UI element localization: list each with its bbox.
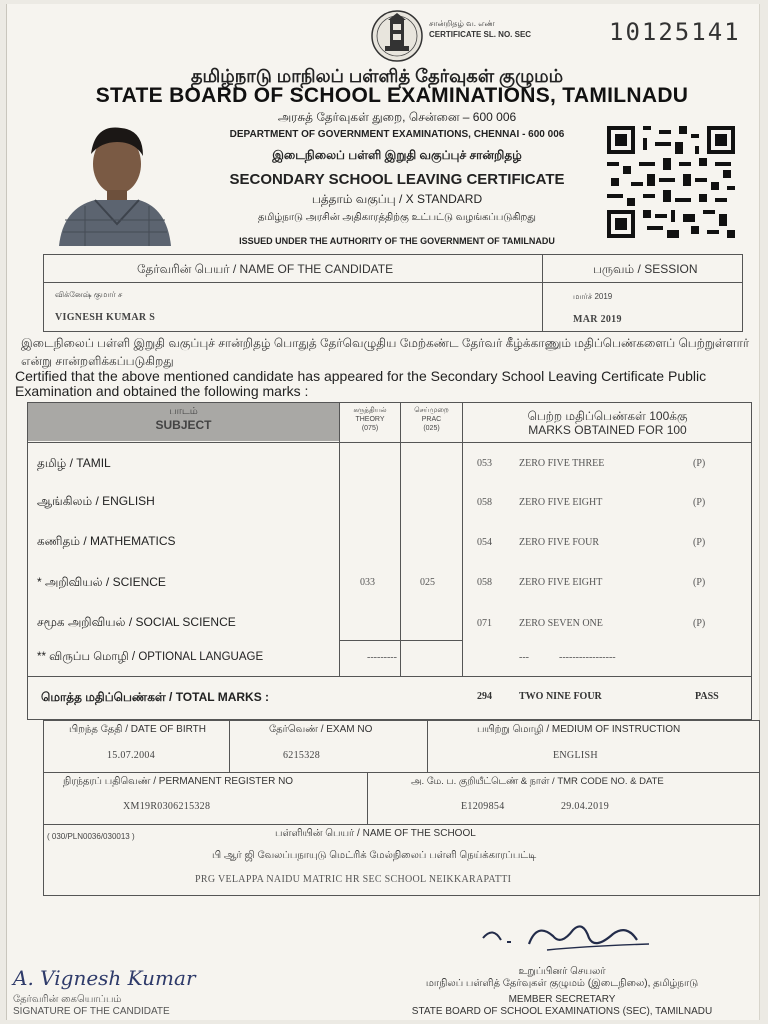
table-row: ** விருப்ப மொழி / OPTIONAL LANGUAGE (37, 651, 264, 663)
total-words: TWO NINE FOUR (519, 691, 602, 702)
department-tamil: அரசுத் தேர்வுகள் துறை, சென்னை – 600 006 (277, 110, 517, 124)
row-prac: 025 (420, 577, 435, 588)
register-no-value: XM19R0306215328 (123, 801, 211, 812)
certified-statement-tamil: இடைநிலைப் பள்ளி இறுதி வகுப்புச் சான்றிதழ் பொதுத் தேர்வெழுதிய மேற்கண்ட தேர்வர் கீழ்க்காணும் மதிப்பெண்களைப் பெற்றுள்ளார் என்று சான்றளிக்கப்படுகிறது (21, 336, 750, 368)
dob-label: பிறந்த தேதி / DATE OF BIRTH (69, 724, 206, 735)
certificate-title: SECONDARY SCHOOL LEAVING CERTIFICATE (229, 171, 565, 188)
candidate-name-label: தேர்வரின் பெயர் / NAME OF THE CANDIDATE (137, 262, 394, 276)
row-words: ZERO FIVE EIGHT (519, 577, 603, 588)
row-theory: --------- (367, 652, 397, 663)
school-name-label: பள்ளியின் பெயர் / NAME OF THE SCHOOL (275, 828, 476, 839)
tmr-date: 29.04.2019 (561, 801, 609, 812)
session-label: பருவம் / SESSION (593, 262, 698, 276)
member-secretary-block: உறுப்பினர் செயலர் மாநிலப் பள்ளித் தேர்வுகள் குழுமம் (இடைநிலை), தமிழ்நாடு MEMBER SECRETARY STATE BOARD OF SCHOOL EXAMINATIONS (SEC), TAMILNADU (411, 966, 713, 1017)
subject-header: பாடம் SUBJECT (155, 406, 212, 432)
table-row: ஆங்கிலம் / ENGLISH (37, 494, 155, 508)
school-name-tamil: பி ஆர் ஜி வேலப்பநாயுடு மெட்ரிக் மேல்நிலைப் பள்ளி நெய்க்காரப்பட்டி (212, 850, 537, 861)
certified-statement: Certified that the above mentioned candidate has appeared for the Secondary School Leaving Certificate Public Examination and obtained the following marks : (15, 368, 707, 399)
candidate-photo (55, 120, 173, 246)
session-value: MAR 2019 (573, 314, 622, 325)
row-theory: 033 (360, 577, 375, 588)
issued-authority: ISSUED UNDER THE AUTHORITY OF THE GOVERNMENT OF TAMILNADU (239, 236, 555, 246)
row-words: ZERO FIVE EIGHT (519, 497, 603, 508)
register-no-label: நிரந்தரப் பதிவெண் / PERMANENT REGISTER NO (63, 776, 294, 787)
row-result: (P) (693, 577, 706, 588)
row-result: (P) (693, 458, 706, 469)
row-marks: 071 (477, 618, 492, 629)
total-marks: 294 (477, 691, 492, 702)
medium-label: பயிற்று மொழி / MEDIUM OF INSTRUCTION (477, 724, 681, 735)
result-status: PASS (695, 691, 719, 702)
tmr-label: அ. மே. ப. குறியீட்டெண் & நாள் / TMR CODE NO. & DATE (411, 776, 664, 787)
table-row: தமிழ் / TAMIL (37, 456, 111, 470)
school-code: ( 030/PLN0036/030013 ) (47, 832, 135, 841)
theory-header: கருத்தியல் THEORY (075) (353, 407, 387, 432)
exam-no-label: தேர்வெண் / EXAM NO (269, 724, 373, 735)
cert-serial-label: சான்றிதழ் வ. எண் CERTIFICATE SL. NO. SEC (429, 19, 532, 39)
qr-code-icon (607, 126, 735, 238)
candidate-signature: A. Vignesh Kumar (13, 966, 196, 990)
row-marks: 058 (477, 577, 492, 588)
total-marks-label: மொத்த மதிப்பெண்கள் / TOTAL MARKS : (41, 690, 270, 704)
row-marks: 053 (477, 458, 492, 469)
row-result: (P) (693, 497, 706, 508)
exam-no-value: 6215328 (283, 750, 321, 761)
board-title-tamil: தமிழ்நாடு மாநிலப் பள்ளித் தேர்வுகள் குழுமம் (190, 66, 564, 86)
department: DEPARTMENT OF GOVERNMENT EXAMINATIONS, CHENNAI - 600 006 (229, 129, 565, 140)
candidate-name-tamil: விக்னேஷ் குமார் ச (55, 290, 123, 299)
school-name: PRG VELAPPA NAIDU MATRIC HR SEC SCHOOL NEIKKARAPATTI (195, 874, 512, 885)
row-words: ZERO FIVE FOUR (519, 537, 600, 548)
cert-serial-number: 10125141 (609, 18, 741, 46)
row-result: (P) (693, 537, 706, 548)
table-row: * அறிவியல் / SCIENCE (37, 575, 166, 589)
tmr-code: E1209854 (461, 801, 505, 812)
prac-header: செய்முறை PRAC (025) (414, 407, 449, 432)
board-title: STATE BOARD OF SCHOOL EXAMINATIONS, TAMILNADU (95, 84, 689, 107)
row-words: ZERO SEVEN ONE (519, 618, 603, 629)
tamilnadu-emblem-icon (371, 8, 423, 64)
marks-table (27, 402, 752, 720)
row-result: (P) (693, 618, 706, 629)
dob-value: 15.07.2004 (107, 750, 155, 761)
row-marks: 058 (477, 497, 492, 508)
medium-value: ENGLISH (553, 750, 598, 761)
issued-authority-tamil: தமிழ்நாடு அரசின் அதிகாரத்திற்கு உட்பட்டு வழங்கப்படுகிறது (258, 212, 536, 223)
table-row: கணிதம் / MATHEMATICS (37, 534, 176, 548)
candidate-signature-caption: தேர்வரின் கையொப்பம் SIGNATURE OF THE CANDIDATE (13, 994, 170, 1017)
member-secretary-signature (477, 916, 657, 956)
table-row: சமூக அறிவியல் / SOCIAL SCIENCE (37, 615, 236, 629)
certificate-title-tamil: இடைநிலைப் பள்ளி இறுதி வகுப்புச் சான்றிதழ் (272, 148, 522, 162)
row-words: ZERO FIVE THREE (519, 458, 605, 469)
row-words: ----------------- (559, 652, 616, 663)
standard: பத்தாம் வகுப்பு / X STANDARD (311, 192, 483, 206)
session-tamil: மார்ச் 2019 (573, 292, 613, 301)
row-marks: 054 (477, 537, 492, 548)
row-marks: --- (519, 652, 529, 663)
candidate-name: VIGNESH KUMAR S (55, 312, 156, 323)
marks-obtained-header: பெற்ற மதிப்பெண்கள் 100க்கு MARKS OBTAINED FOR 100 (527, 409, 688, 437)
certificate-page (6, 4, 760, 1020)
